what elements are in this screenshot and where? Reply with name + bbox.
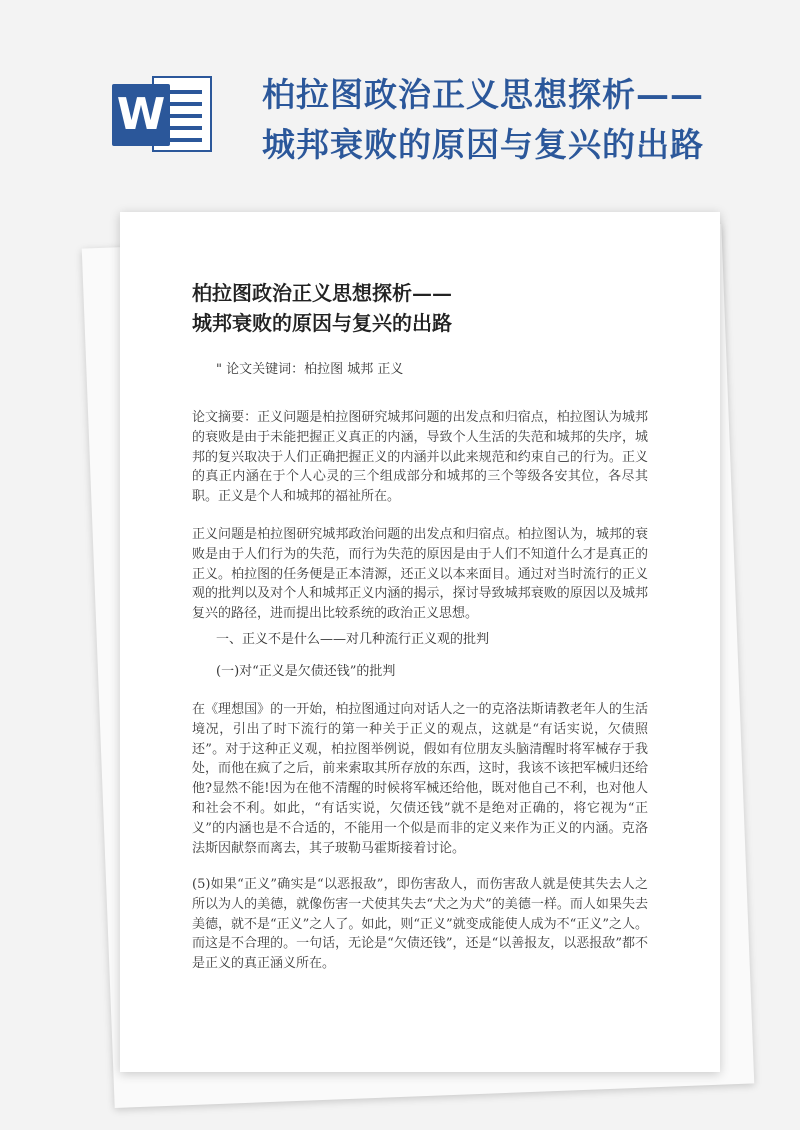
- banner-title-line2: 城邦衰败的原因与复兴的出路: [262, 125, 704, 164]
- subsection-heading: (一)对“正义是欠债还钱”的批判: [216, 664, 396, 679]
- abstract-paragraph: 论文摘要：正义问题是柏拉图研究城邦问题的出发点和归宿点，柏拉图认为城邦的衰败是由于未能把握正义真正的内涵，导致个人生活的失范和城邦的失序，城邦的复兴取决于人们正确把握正义的内涵并以此来规范和约束自己的行为。正义的真正内涵在于个人心灵的三个组成部分和城邦的三个等级各安其位，各尽其职。正义是个人和城邦的福祉所在。: [192, 410, 648, 505]
- intro-paragraph: 正义问题是柏拉图研究城邦政治问题的出发点和归宿点。柏拉图认为，城邦的衰败是由于人们行为的失范，而行为失范的原因是由于人们不知道什么才是真正的正义。柏拉图的任务便是正本清源，还正义以本来面目。通过对当时流行的正义观的批判以及对个人和城邦正义内涵的揭示，探讨导致城邦衰败的原因以及城邦复兴的路径，进而提出比较系统的政治正义思想。: [192, 527, 648, 622]
- keywords-line: " 论文关键词：柏拉图 城邦 正义: [216, 362, 404, 377]
- banner-header: [0, 0, 800, 200]
- word-document-icon: [112, 70, 212, 160]
- document-title-line2: 城邦衰败的原因与复兴的出路: [192, 311, 452, 335]
- document-page: [120, 212, 720, 1072]
- section-heading: 一、正义不是什么——对几种流行正义观的批判: [216, 632, 490, 647]
- document-title: [192, 278, 632, 338]
- banner-title: [262, 70, 782, 170]
- banner-title-line1: 柏拉图政治正义思想探析——: [262, 75, 704, 114]
- word-badge: W: [112, 84, 170, 146]
- document-title-line1: 柏拉图政治正义思想探析——: [192, 281, 452, 305]
- body-paragraph: 在《理想国》的一开始，柏拉图通过向对话人之一的克洛法斯请教老年人的生活境况，引出了时下流行的第一种关于正义的观点，这就是“有话实说，欠债照还”。对于这种正义观，柏拉图举例说，假如有位朋友头脑清醒时将军械存于我处，而他在疯了之后，前来索取其所存放的东西，这时，我该不该把军械归还给他?显然不能!因为在他不清醒的时候将军械还给他，既对他自己不利，也对他人和社会不利。如此，“有话实说，欠债还钱”就不是绝对正确的，将它视为“正义”的内涵也是不合适的，不能用一个似是而非的定义来作为正义的内涵。克洛法斯因献祭而离去，其子玻勒马霍斯接着讨论。: [192, 702, 648, 856]
- body-paragraph: (5)如果“正义”确实是“以恶报敌”，即伤害敌人，而伤害敌人就是使其失去人之所以为人的美德，就像伤害一犬使其失去“犬之为犬”的美德一样。而人如果失去美德，就不是“正义”之人了。如此，则“正义”就变成能使人成为不“正义”之人。而这是不合理的。一句话，无论是“欠债还钱”，还是“以善报友，以恶报敌”都不是正义的真正涵义所在。: [192, 877, 648, 972]
